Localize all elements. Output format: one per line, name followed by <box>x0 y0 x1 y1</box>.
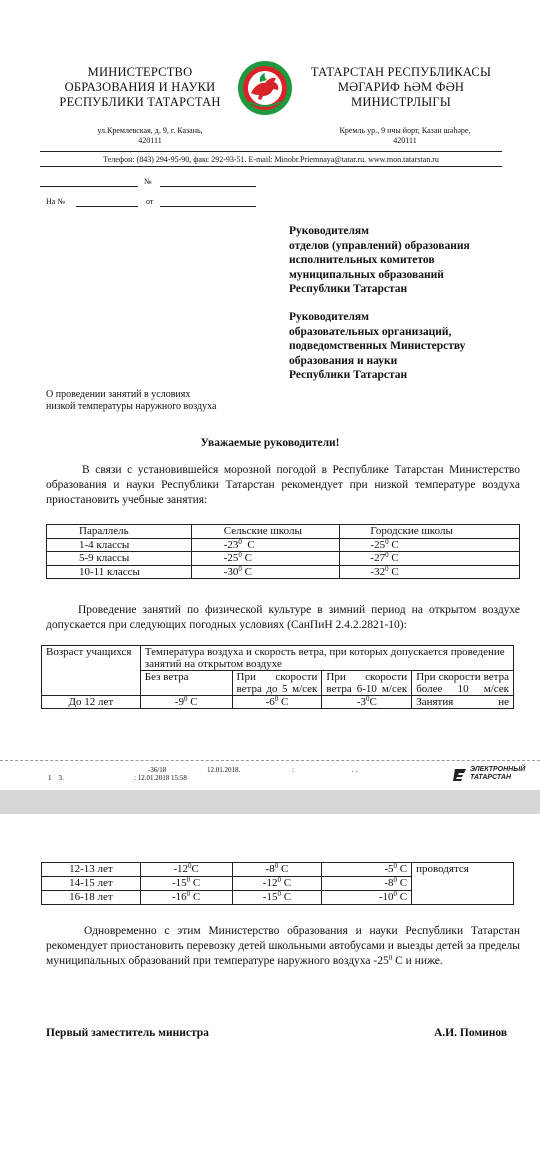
recipient-line: отделов (управлений) образования <box>289 239 470 252</box>
signatory-name: А.И. Поминов <box>434 1027 508 1039</box>
ministry-name-tt-line: ТАТАРСТАН РЕСПУБЛИКАСЫ <box>310 65 492 79</box>
recipient-line: исполнительных комитетов <box>289 254 435 266</box>
pe-temperature-table-continued <box>41 862 514 905</box>
tatarstan-emblem-icon <box>237 60 293 116</box>
table-header-cell: При скорости ветра более 10 м/сек <box>412 671 514 696</box>
address-tt-line: 420111 <box>393 136 417 145</box>
table-header-cell: Параллель <box>47 525 192 539</box>
page-separator <box>0 790 540 814</box>
table-cell: $-32^0$ С <box>340 565 520 579</box>
table-header-row <box>47 525 520 539</box>
table-cell: До 12 лет <box>42 696 141 709</box>
table-cell: $-25^0$ С <box>191 552 340 566</box>
table-cell: $-6^0$ С <box>232 696 322 709</box>
table-header-cell: Сельские школы <box>191 525 340 539</box>
logo-text: ЭЛЕКТРОННЫЙ <box>470 766 526 773</box>
table-header-cell: При скорости ветра 6-10 м/сек <box>322 671 412 696</box>
table-cell: 12-13 лет <box>42 863 141 877</box>
temp-header-cell: Температура воздуха и скорость ветра, при которых допускается проведение занятий на открытом воздухе <box>140 646 513 671</box>
recipient-line: Руководителям <box>289 311 369 323</box>
table-cell: $-3^0С$ <box>322 696 412 709</box>
contacts-line: Телефон: (843) 294-95-90, факс 292-93-51. E-mail: Minobr.Priemnaya@tatar.ru. www.mon.tatarstan.ru <box>103 155 439 164</box>
stamp-date: : 12.01.2018 15:58 <box>134 774 187 782</box>
ministry-name-ru-line: МИНИСТЕРСТВО <box>87 65 193 79</box>
table-header-cell: При скорости ветра до 5 м/сек <box>232 671 322 696</box>
table-cell: 14-15 лет <box>42 877 141 891</box>
subject-line: О проведении занятий в условиях <box>46 389 191 400</box>
address-ru-line: 420111 <box>138 136 162 145</box>
electronic-tatarstan-icon <box>452 767 468 783</box>
ref-number-field <box>76 206 138 207</box>
table-cell: $-8^0$ С <box>232 863 322 877</box>
outgoing-date-field <box>40 186 138 187</box>
table-row <box>42 863 514 877</box>
ministry-name-ru-line: ОБРАЗОВАНИЯ И НАУКИ <box>64 80 216 94</box>
table-cell: $-16^0$ С <box>140 891 232 905</box>
table-cell: $-15^0$ С <box>232 891 322 905</box>
table-row <box>47 565 520 579</box>
stamp-separator <box>0 760 540 761</box>
header-divider <box>40 166 502 167</box>
table-row <box>47 552 520 566</box>
address-ru <box>70 126 230 146</box>
document-page-2 <box>0 814 540 1170</box>
reg-dots: . . <box>352 766 358 774</box>
letter-subject <box>46 389 306 413</box>
recipient-line: образовательных организаций, <box>289 325 452 338</box>
table-cell: $-9^0$ С <box>140 696 232 709</box>
paragraph-bus-transport: Одновременно с этим Министерство образования и науки Республики Татарстан рекомендует приостановить перевозку детей школьными автобусами и выезды детей за пределы муниципальных образований при температуре наружного воздуха $-25^0$ С и ниже. <box>46 925 520 967</box>
electronic-tatarstan-logo <box>452 765 532 785</box>
table-cell: Занятия не <box>412 696 514 709</box>
recipient-line: образования и науки <box>289 354 398 367</box>
table-cell: 1-4 классы <box>47 538 192 552</box>
table-cell: $-10^0$ С <box>322 891 412 905</box>
logo-text: ТАТАРСТАН <box>470 774 511 781</box>
reg-date: 12.01.2018. <box>207 766 241 774</box>
recipient-line: Республики Татарстан <box>289 369 408 381</box>
recipient-line: Республики Татарстан <box>289 283 408 295</box>
address-ru-line: ул.Кремлевская, д. 9, г. Казань, <box>97 126 203 135</box>
reg-colon: : <box>292 766 294 774</box>
paragraph-pe-conditions: Проведение занятий по физической культуре в зимний период на открытом воздухе допускается при следующих погодных условиях (СанПиН 2.4.2.2821-10): <box>46 604 520 631</box>
table-cell: проводятся <box>412 863 514 905</box>
recipient-block-2 <box>289 310 519 383</box>
paragraph-suspend-classes: В связи с установившейся морозной погодой в Республике Татарстан Министерство образования и науки Республики Татарстан рекомендует при низкой температуре воздуха приостановить учебные занятия: <box>46 464 520 506</box>
ministry-name-tt-line: МӘГАРИФ ҺӘМ ФӘН <box>337 80 465 94</box>
table-cell: $-30^0$ С <box>191 565 340 579</box>
subject-line: низкой температуры наружного воздуха <box>46 401 217 412</box>
table-cell: 5-9 классы <box>47 552 192 566</box>
table-cell: $-15^0$ С <box>140 877 232 891</box>
table-cell: $-25^0$ С <box>340 538 520 552</box>
recipient-block-1 <box>289 224 519 297</box>
address-tt-line: Кремль ур., 9 нчы йорт, Казан шәһәре, <box>339 126 471 135</box>
table-cell: $-12^0$ С <box>232 877 322 891</box>
table-cell: $-8^0$ С <box>322 877 412 891</box>
signatory-position: Первый заместитель министра <box>46 1027 209 1039</box>
table-cell: 16-18 лет <box>42 891 141 905</box>
number-sign: № <box>144 177 152 186</box>
outgoing-number-field <box>160 186 256 187</box>
recipient-line: Руководителям <box>289 225 369 237</box>
table-header-row <box>42 646 514 671</box>
pe-temperature-table <box>41 645 514 709</box>
table-cell: 10-11 классы <box>47 565 192 579</box>
recipient-line: подведомственных Министерству <box>289 340 466 352</box>
ministry-name-tt-line: МИНИСТРЛЫГЫ <box>351 95 451 109</box>
ref-date-field <box>160 206 256 207</box>
table-cell: $-5^0$ С <box>322 863 412 877</box>
table-cell: $-27^0$ С <box>340 552 520 566</box>
page-info: 1 3. <box>48 774 64 782</box>
table-row <box>47 538 520 552</box>
greeting: Уважаемые руководители! <box>200 437 340 449</box>
table-row <box>42 696 514 709</box>
age-header-cell: Возраст учащихся <box>42 646 141 696</box>
table-header-cell: Городские школы <box>340 525 520 539</box>
ministry-name-tt <box>296 65 506 110</box>
table-header-cell: Без ветра <box>140 671 232 696</box>
ministry-name-ru-line: РЕСПУБЛИКИ ТАТАРСТАН <box>59 95 221 109</box>
recipient-line: муниципальных образований <box>289 268 444 281</box>
table-cell: $-12^0С$ <box>140 863 232 877</box>
from-label: от <box>146 197 154 206</box>
ref-number-label: На № <box>46 197 65 206</box>
ministry-name-ru <box>40 65 240 110</box>
table-cell: $-23^0$ С <box>191 538 340 552</box>
class-temperature-table <box>46 524 520 579</box>
header-divider <box>40 151 502 152</box>
address-tt <box>310 126 500 146</box>
reg-number: -36/18 <box>148 766 167 774</box>
